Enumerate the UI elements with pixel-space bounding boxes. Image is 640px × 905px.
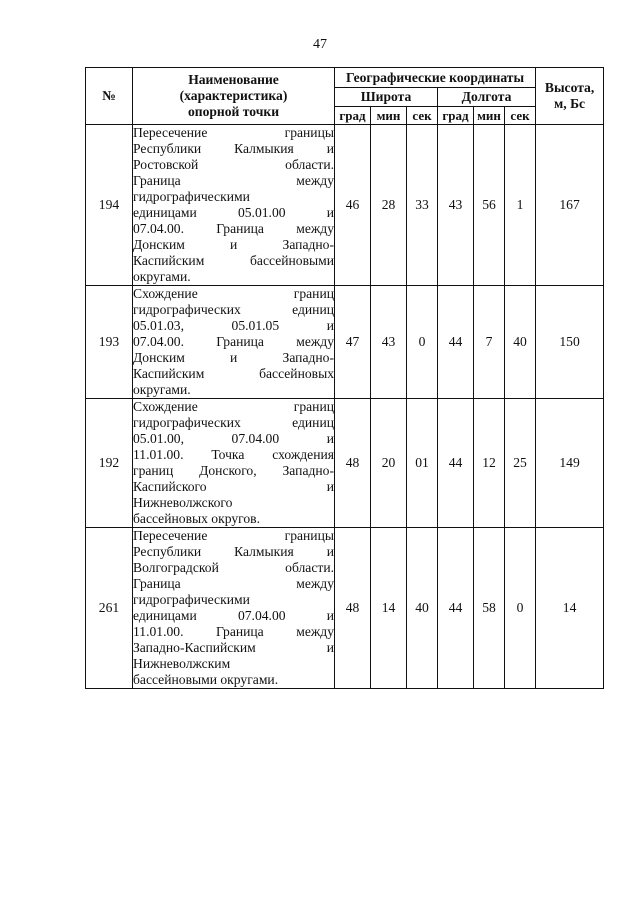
lon-sec-cell: 40 [505,286,536,399]
lat-min-cell: 20 [371,399,407,528]
description-line: Республики Калмыкия и [133,141,334,156]
description-line: 07.04.00. Граница между [133,334,334,349]
lat-deg-cell: 46 [335,125,371,286]
description-line: округами. [133,269,191,284]
header-name-line: Наименование [188,72,279,87]
description-line: гидрографическими [133,189,250,204]
lon-deg-cell: 43 [438,125,474,286]
lon-min-cell: 7 [474,286,505,399]
height-cell: 167 [536,125,604,286]
point-number: 193 [86,286,133,399]
description-line: гидрографических единиц [133,415,334,430]
table-header [86,68,604,125]
coordinates-table [85,67,604,689]
lon-sec-cell: 0 [505,528,536,689]
description-line: Республики Калмыкия и [133,544,334,559]
description-line: бассейновых округов. [133,511,260,526]
header-lon-sec: сек [505,107,536,125]
lat-deg-cell: 48 [335,528,371,689]
header-lon-deg: град [438,107,474,125]
description-line: 05.01.03, 05.01.05 и [133,318,334,333]
lon-min-cell: 56 [474,125,505,286]
description-line: бассейновыми округами. [133,672,279,687]
lon-min-cell: 58 [474,528,505,689]
table-row [86,528,604,689]
point-description [133,399,335,528]
description-line: Нижневолжским [133,656,231,671]
description-line: 11.01.00. Граница между [133,624,334,639]
header-name [133,68,335,125]
description-line: Граница между [133,576,334,591]
description-line: Каспийским бассейновых [133,366,334,381]
lon-sec-cell: 25 [505,399,536,528]
lon-min-cell: 12 [474,399,505,528]
point-description [133,286,335,399]
description-line: округами. [133,382,191,397]
lon-sec-cell: 1 [505,125,536,286]
description-line: 11.01.00. Точка схождения [133,447,334,462]
description-line: Ростовской области. [133,157,334,172]
header-name-line: (характеристика) [179,88,288,103]
description-line: Схождение границ [133,286,334,301]
header-number: № [86,68,133,125]
description-line: 07.04.00. Граница между [133,221,334,236]
header-lat-sec: сек [407,107,438,125]
page-number: 47 [313,37,327,52]
description-line: Нижневолжского [133,495,233,510]
lat-deg-cell: 47 [335,286,371,399]
description-line: единицами 07.04.00 и [133,608,334,623]
description-line: Западно-Каспийским и [133,640,334,655]
description-line: гидрографических единиц [133,302,334,317]
description-line: Донским и Западно- [133,237,334,252]
header-lat-min: мин [371,107,407,125]
header-lon-min: мин [474,107,505,125]
lat-min-cell: 28 [371,125,407,286]
lon-deg-cell: 44 [438,528,474,689]
height-cell: 150 [536,286,604,399]
header-longitude: Долгота [438,88,536,107]
lat-min-cell: 43 [371,286,407,399]
header-lat-deg: град [335,107,371,125]
description-line: Граница между [133,173,334,188]
description-line: Донским и Западно- [133,350,334,365]
table-row [86,125,604,286]
lat-sec-cell: 33 [407,125,438,286]
point-description [133,528,335,689]
point-number: 261 [86,528,133,689]
description-line: Пересечение границы [133,125,334,140]
point-number: 194 [86,125,133,286]
header-name-line: опорной точки [187,104,280,119]
lat-min-cell: 14 [371,528,407,689]
description-line: единицами 05.01.00 и [133,205,334,220]
lat-sec-cell: 0 [407,286,438,399]
point-number: 192 [86,399,133,528]
height-cell: 14 [536,528,604,689]
point-description [133,125,335,286]
header-latitude: Широта [335,88,438,107]
lon-deg-cell: 44 [438,286,474,399]
header-height [536,68,604,125]
header-height-line: Высота, [544,80,595,95]
table-row [86,286,604,399]
height-cell: 149 [536,399,604,528]
description-line: Схождение границ [133,399,334,414]
header-height-line: м, Бс [554,96,586,111]
description-line: Пересечение границы [133,528,334,543]
description-line: границ Донского, Западно- [133,463,334,478]
lat-sec-cell: 01 [407,399,438,528]
lat-deg-cell: 48 [335,399,371,528]
description-line: Каспийского и [133,479,334,494]
table-body [86,125,604,689]
lat-sec-cell: 40 [407,528,438,689]
description-line: Волгоградской области. [133,560,334,575]
table-row [86,399,604,528]
lon-deg-cell: 44 [438,399,474,528]
description-line: гидрографическими [133,592,250,607]
description-line: 05.01.00, 07.04.00 и [133,431,334,446]
description-line: Каспийским бассейновыми [133,253,334,268]
header-geo-coordinates: Географические координаты [335,68,536,88]
